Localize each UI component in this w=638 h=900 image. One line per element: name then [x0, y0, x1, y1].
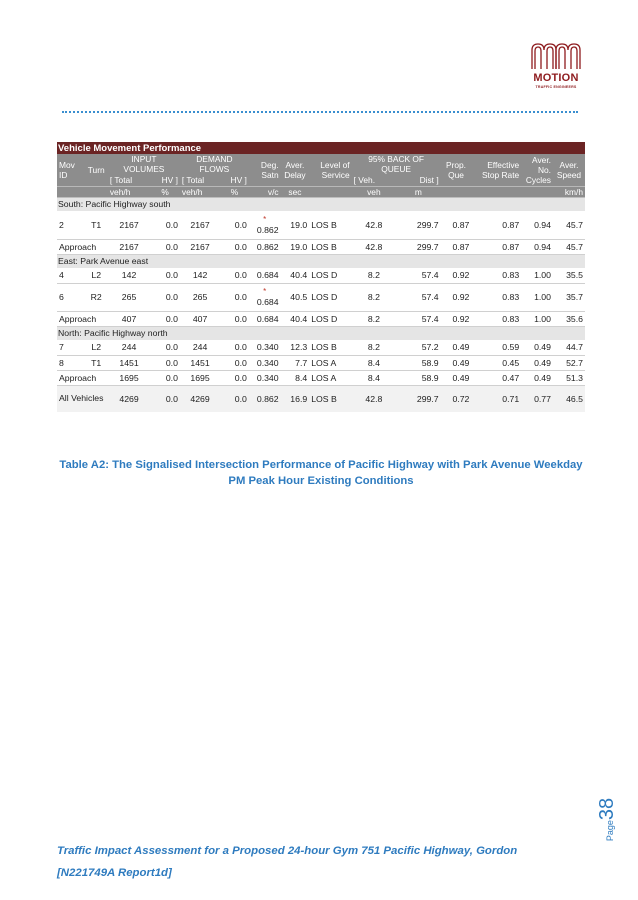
col-effective-stop-rate: Effective Stop Rate — [471, 154, 521, 186]
turn-cell: L2 — [85, 340, 108, 355]
section-name: South: Pacific Highway south — [57, 197, 585, 211]
demand-hv-cell: 0.0 — [220, 340, 249, 355]
los-cell: LOS A — [309, 370, 351, 385]
table-title: Vehicle Movement Performance — [57, 142, 585, 154]
input-hv-cell: 0.0 — [150, 268, 180, 283]
col-deg-satn: Deg. Satn — [249, 154, 281, 186]
speed-cell: 51.3 — [553, 370, 585, 385]
prop-que-cell: 0.49 — [441, 340, 472, 355]
col-input-hv: HV ] — [150, 174, 180, 186]
deg-satn-cell — [249, 355, 281, 370]
approach-row — [57, 239, 585, 254]
col-demand-flows: DEMAND FLOWS — [180, 154, 249, 174]
input-total-cell: 142 — [108, 268, 150, 283]
approach-row — [57, 311, 585, 326]
approach-label: Approach — [57, 370, 108, 385]
mov-id-cell: 6 — [57, 283, 85, 311]
demand-hv-cell: 0.0 — [220, 355, 249, 370]
prop-que-cell: 0.87 — [441, 211, 472, 239]
speed-cell: 35.6 — [553, 311, 585, 326]
section-header-row — [57, 326, 585, 340]
unit-blank — [85, 186, 108, 197]
delay-cell: 40.4 — [281, 311, 310, 326]
queue-dist-cell: 57.4 — [396, 311, 441, 326]
col-prop-que: Prop. Que — [441, 154, 472, 186]
deg-satn-value: 0.862 — [256, 241, 279, 252]
section-header-row — [57, 254, 585, 268]
section-name: East: Park Avenue east — [57, 254, 585, 268]
col-turn: Turn — [85, 154, 108, 186]
input-hv-cell: 0.0 — [150, 311, 180, 326]
motion-logo-mark-icon — [530, 42, 582, 70]
los-cell: LOS D — [309, 268, 351, 283]
movement-row — [57, 355, 585, 370]
delay-cell: 8.4 — [281, 370, 310, 385]
los-cell: LOS D — [309, 311, 351, 326]
stop-rate-cell: 0.87 — [471, 239, 521, 254]
deg-satn-cell — [249, 239, 281, 254]
input-hv-cell: 0.0 — [150, 211, 180, 239]
input-hv-cell: 0.0 — [150, 385, 180, 412]
col-demand-total: [ Total — [180, 174, 220, 186]
prop-que-cell: 0.49 — [441, 370, 472, 385]
speed-cell: 46.5 — [553, 385, 585, 412]
stop-rate-cell: 0.83 — [471, 311, 521, 326]
col-queue-dist: Dist ] — [396, 174, 441, 186]
deg-satn-value: 0.340 — [256, 342, 279, 353]
prop-que-cell: 0.87 — [441, 239, 472, 254]
approach-label: Approach — [57, 239, 108, 254]
prop-que-cell: 0.92 — [441, 311, 472, 326]
los-cell: LOS A — [309, 355, 351, 370]
unit-queue-dist: m — [396, 186, 441, 197]
document-footer — [57, 840, 577, 884]
approach-row — [57, 370, 585, 385]
demand-total-cell: 1451 — [180, 355, 220, 370]
queue-veh-cell: 8.4 — [352, 355, 397, 370]
cycles-cell: 0.94 — [521, 239, 553, 254]
movement-row — [57, 268, 585, 283]
deg-satn-value: 0.684 — [256, 270, 279, 281]
deg-satn-value: 0.684 — [256, 313, 279, 324]
speed-cell: 45.7 — [553, 211, 585, 239]
movement-row — [57, 211, 585, 239]
vehicle-movement-table-container — [57, 142, 585, 412]
queue-dist-cell: 57.4 — [396, 283, 441, 311]
all-vehicles-row — [57, 385, 585, 412]
col-mov-id: Mov ID — [57, 154, 85, 186]
input-total-cell: 2167 — [108, 239, 150, 254]
los-cell: LOS B — [309, 211, 351, 239]
unit-blank — [309, 186, 351, 197]
motion-logo — [528, 42, 584, 92]
cycles-cell: 0.94 — [521, 211, 553, 239]
los-cell: LOS D — [309, 283, 351, 311]
demand-total-cell: 2167 — [180, 211, 220, 239]
demand-hv-cell: 0.0 — [220, 385, 249, 412]
footer-reference: [N221749A Report1d] — [57, 867, 172, 879]
mov-id-cell: 2 — [57, 211, 85, 239]
stop-rate-cell: 0.87 — [471, 211, 521, 239]
demand-total-cell: 244 — [180, 340, 220, 355]
movement-row — [57, 340, 585, 355]
demand-total-cell: 2167 — [180, 239, 220, 254]
input-total-cell: 407 — [108, 311, 150, 326]
col-aver-speed: Aver. Speed — [553, 154, 585, 186]
stop-rate-cell: 0.59 — [471, 340, 521, 355]
page-number: 38 — [596, 797, 619, 821]
col-back-of-queue: 95% BACK OF QUEUE — [352, 154, 441, 174]
demand-hv-cell: 0.0 — [220, 239, 249, 254]
prop-que-cell: 0.92 — [441, 283, 472, 311]
demand-total-cell: 142 — [180, 268, 220, 283]
col-aver-no-cycles: Aver. No. Cycles — [521, 154, 553, 186]
input-total-cell: 4269 — [108, 385, 150, 412]
los-cell: LOS B — [309, 385, 351, 412]
delay-cell: 7.7 — [281, 355, 310, 370]
critical-movement-marker: * — [263, 287, 267, 296]
demand-total-cell: 407 — [180, 311, 220, 326]
unit-blank — [471, 186, 521, 197]
movement-row — [57, 283, 585, 311]
demand-hv-cell: 0.0 — [220, 370, 249, 385]
stop-rate-cell: 0.45 — [471, 355, 521, 370]
logo-subtitle: TRAFFIC ENGINEERS — [535, 85, 577, 89]
unit-deg-satn: v/c — [249, 186, 281, 197]
queue-veh-cell: 8.4 — [352, 370, 397, 385]
demand-hv-cell: 0.0 — [220, 268, 249, 283]
demand-hv-cell: 0.0 — [220, 211, 249, 239]
speed-cell: 44.7 — [553, 340, 585, 355]
stop-rate-cell: 0.83 — [471, 283, 521, 311]
prop-que-cell: 0.72 — [441, 385, 472, 412]
queue-dist-cell: 299.7 — [396, 385, 441, 412]
input-hv-cell: 0.0 — [150, 370, 180, 385]
col-level-of-service: Level of Service — [309, 154, 351, 186]
cycles-cell: 1.00 — [521, 268, 553, 283]
stop-rate-cell: 0.47 — [471, 370, 521, 385]
demand-hv-cell: 0.0 — [220, 311, 249, 326]
queue-veh-cell: 42.8 — [352, 239, 397, 254]
speed-cell: 52.7 — [553, 355, 585, 370]
demand-hv-cell: 0.0 — [220, 283, 249, 311]
mov-id-cell: 7 — [57, 340, 85, 355]
delay-cell: 40.5 — [281, 283, 310, 311]
los-cell: LOS B — [309, 340, 351, 355]
header-divider — [62, 111, 578, 113]
cycles-cell: 0.49 — [521, 355, 553, 370]
delay-cell: 12.3 — [281, 340, 310, 355]
queue-veh-cell: 42.8 — [352, 211, 397, 239]
mov-id-cell: 8 — [57, 355, 85, 370]
input-hv-cell: 0.0 — [150, 239, 180, 254]
deg-satn-cell — [249, 385, 281, 412]
deg-satn-cell — [249, 211, 281, 239]
cycles-cell: 1.00 — [521, 283, 553, 311]
unit-input-hv: % — [150, 186, 180, 197]
col-input-total: [ Total — [108, 174, 150, 186]
turn-cell: T1 — [85, 211, 108, 239]
unit-input-total: veh/h — [108, 186, 150, 197]
logo-wordmark: MOTION — [533, 72, 579, 84]
queue-veh-cell: 8.2 — [352, 311, 397, 326]
speed-cell: 35.5 — [553, 268, 585, 283]
section-header-row — [57, 197, 585, 211]
unit-demand-hv: % — [220, 186, 249, 197]
deg-satn-cell — [249, 370, 281, 385]
demand-total-cell: 265 — [180, 283, 220, 311]
turn-cell: R2 — [85, 283, 108, 311]
deg-satn-value: 0.340 — [256, 372, 279, 383]
unit-delay: sec — [281, 186, 310, 197]
deg-satn-cell — [249, 340, 281, 355]
col-aver-delay: Aver. Delay — [281, 154, 310, 186]
stop-rate-cell: 0.71 — [471, 385, 521, 412]
unit-queue-veh: veh — [352, 186, 397, 197]
delay-cell: 19.0 — [281, 211, 310, 239]
vehicle-movement-performance-table — [57, 142, 585, 412]
table-caption: Table A2: The Signalised Intersection Performance of Pacific Highway with Park Avenue Weekday PM Peak Hour Existing Conditions — [59, 459, 583, 487]
delay-cell: 16.9 — [281, 385, 310, 412]
input-hv-cell: 0.0 — [150, 340, 180, 355]
section-name: North: Pacific Highway north — [57, 326, 585, 340]
queue-veh-cell: 8.2 — [352, 283, 397, 311]
footer-title: Traffic Impact Assessment for a Proposed 24-hour Gym 751 Pacific Highway, Gordon — [57, 845, 518, 857]
turn-cell: L2 — [85, 268, 108, 283]
deg-satn-value: 0.340 — [256, 357, 279, 368]
deg-satn-value: 0.862 — [256, 393, 279, 404]
prop-que-cell: 0.92 — [441, 268, 472, 283]
deg-satn-cell — [249, 268, 281, 283]
approach-label: Approach — [57, 311, 108, 326]
col-queue-veh: [ Veh. — [352, 174, 397, 186]
unit-blank — [57, 186, 85, 197]
turn-cell: T1 — [85, 355, 108, 370]
input-total-cell: 244 — [108, 340, 150, 355]
input-hv-cell: 0.0 — [150, 355, 180, 370]
input-total-cell: 1695 — [108, 370, 150, 385]
delay-cell: 19.0 — [281, 239, 310, 254]
input-hv-cell: 0.0 — [150, 283, 180, 311]
mov-id-cell: 4 — [57, 268, 85, 283]
unit-blank — [521, 186, 553, 197]
delay-cell: 40.4 — [281, 268, 310, 283]
queue-veh-cell: 8.2 — [352, 268, 397, 283]
queue-veh-cell: 42.8 — [352, 385, 397, 412]
queue-dist-cell: 58.9 — [396, 355, 441, 370]
col-demand-hv: HV ] — [220, 174, 249, 186]
col-input-volumes: INPUT VOLUMES — [108, 154, 180, 174]
queue-dist-cell: 299.7 — [396, 211, 441, 239]
prop-que-cell: 0.49 — [441, 355, 472, 370]
deg-satn-cell — [249, 283, 281, 311]
speed-cell: 35.7 — [553, 283, 585, 311]
cycles-cell: 0.49 — [521, 340, 553, 355]
cycles-cell: 1.00 — [521, 311, 553, 326]
input-total-cell: 265 — [108, 283, 150, 311]
speed-cell: 45.7 — [553, 239, 585, 254]
page-label: Page — [605, 820, 616, 842]
deg-satn-value: 0.684 — [256, 297, 279, 307]
deg-satn-value: 0.862 — [256, 224, 279, 235]
unit-blank — [441, 186, 472, 197]
unit-demand-total: veh/h — [180, 186, 220, 197]
cycles-cell: 0.49 — [521, 370, 553, 385]
input-total-cell: 2167 — [108, 211, 150, 239]
critical-movement-marker: * — [263, 214, 267, 224]
demand-total-cell: 1695 — [180, 370, 220, 385]
deg-satn-cell — [249, 311, 281, 326]
page-number-block — [596, 788, 628, 848]
los-cell: LOS B — [309, 239, 351, 254]
demand-total-cell: 4269 — [180, 385, 220, 412]
input-total-cell: 1451 — [108, 355, 150, 370]
queue-dist-cell: 57.4 — [396, 268, 441, 283]
queue-dist-cell: 58.9 — [396, 370, 441, 385]
unit-speed: km/h — [553, 186, 585, 197]
queue-dist-cell: 57.2 — [396, 340, 441, 355]
queue-veh-cell: 8.2 — [352, 340, 397, 355]
queue-dist-cell: 299.7 — [396, 239, 441, 254]
cycles-cell: 0.77 — [521, 385, 553, 412]
approach-label: All Vehicles — [57, 385, 108, 412]
stop-rate-cell: 0.83 — [471, 268, 521, 283]
